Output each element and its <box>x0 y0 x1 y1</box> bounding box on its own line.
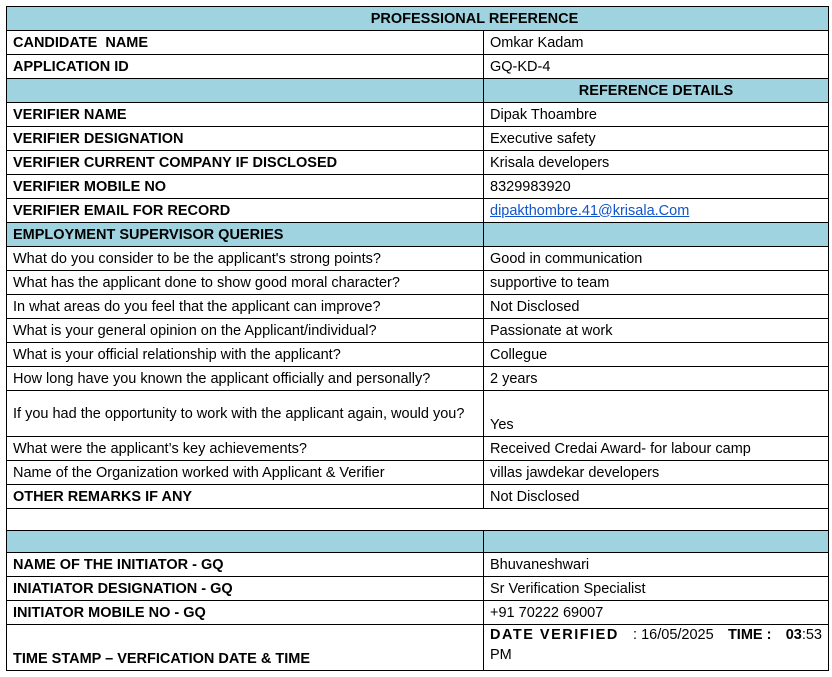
verifier-company-label: VERIFIER CURRENT COMPANY IF DISCLOSED <box>7 151 484 175</box>
query-answer: villas jawdekar developers <box>484 461 829 485</box>
query-answer: Collegue <box>484 343 829 367</box>
candidate-name-label: CANDIDATE NAME <box>7 31 484 55</box>
query-question: Name of the Organization worked with Applicant & Verifier <box>7 461 484 485</box>
initiator-designation-value: Sr Verification Specialist <box>484 577 829 601</box>
verifier-name-value: Dipak Thoambre <box>484 103 829 127</box>
initiator-designation-row <box>7 577 829 601</box>
query-row <box>7 247 829 271</box>
supervisor-queries-header: EMPLOYMENT SUPERVISOR QUERIES <box>7 223 484 247</box>
reference-details-header: REFERENCE DETAILS <box>484 79 829 103</box>
query-answer: supportive to team <box>484 271 829 295</box>
query-question: In what areas do you feel that the applicant can improve? <box>7 295 484 319</box>
query-answer: Yes <box>484 391 829 437</box>
timestamp-row <box>7 625 829 671</box>
supervisor-queries-header-row <box>7 223 829 247</box>
query-question: What is your general opinion on the Applicant/individual? <box>7 319 484 343</box>
candidate-name-row <box>7 31 829 55</box>
query-row <box>7 343 829 367</box>
initiator-name-label: NAME OF THE INITIATOR - GQ <box>7 553 484 577</box>
supervisor-header-blank <box>484 223 829 247</box>
verifier-mobile-value: 8329983920 <box>484 175 829 199</box>
query-row <box>7 319 829 343</box>
initiator-header-blank-right <box>484 531 829 553</box>
initiator-name-row <box>7 553 829 577</box>
verifier-email-label: VERIFIER EMAIL FOR RECORD <box>7 199 484 223</box>
query-answer: Good in communication <box>484 247 829 271</box>
query-row <box>7 391 829 437</box>
time-label: TIME : <box>727 627 772 643</box>
query-answer: 2 years <box>484 367 829 391</box>
time-minutes: :53 <box>801 627 822 643</box>
query-row <box>7 437 829 461</box>
remarks-label: OTHER REMARKS IF ANY <box>7 485 484 509</box>
query-question: If you had the opportunity to work with the applicant again, would you? <box>7 391 484 437</box>
application-id-label: APPLICATION ID <box>7 55 484 79</box>
page-title: PROFESSIONAL REFERENCE <box>7 7 829 31</box>
query-answer: Not Disclosed <box>484 295 829 319</box>
query-answer: Passionate at work <box>484 319 829 343</box>
verifier-name-label: VERIFIER NAME <box>7 103 484 127</box>
query-question: What is your official relationship with the applicant? <box>7 343 484 367</box>
verifier-email-link[interactable]: dipakthombre.41@krisala.Com <box>490 202 690 219</box>
time-suffix: PM <box>490 647 512 663</box>
spacer-row <box>7 509 829 531</box>
reference-header-blank <box>7 79 484 103</box>
query-row <box>7 271 829 295</box>
query-question: What do you consider to be the applicant's strong points? <box>7 247 484 271</box>
query-answer: Received Credai Award- for labour camp <box>484 437 829 461</box>
verifier-designation-value: Executive safety <box>484 127 829 151</box>
verifier-email-cell <box>484 199 829 223</box>
initiator-mobile-label: INITIATOR MOBILE NO - GQ <box>7 601 484 625</box>
date-verified-value: : 16/05/2025 <box>633 627 714 643</box>
query-question: What has the applicant done to show good moral character? <box>7 271 484 295</box>
application-id-row <box>7 55 829 79</box>
verifier-mobile-label: VERIFIER MOBILE NO <box>7 175 484 199</box>
timestamp-label: TIME STAMP – VERFICATION DATE & TIME <box>7 625 484 671</box>
verifier-designation-label: VERIFIER DESIGNATION <box>7 127 484 151</box>
time-hour: 03 <box>785 627 802 643</box>
verifier-company-value: Krisala developers <box>484 151 829 175</box>
initiator-name-value: Bhuvaneshwari <box>484 553 829 577</box>
verifier-company-row <box>7 151 829 175</box>
date-verified-label: DATE VERIFIED <box>490 627 619 643</box>
timestamp-value <box>484 625 829 671</box>
remarks-row <box>7 485 829 509</box>
initiator-mobile-value: +91 70222 69007 <box>484 601 829 625</box>
query-row <box>7 367 829 391</box>
verifier-email-row <box>7 199 829 223</box>
timestamp-line <box>490 625 822 645</box>
query-question: What were the applicant’s key achievements? <box>7 437 484 461</box>
verifier-designation-row <box>7 127 829 151</box>
query-row <box>7 461 829 485</box>
title-row <box>7 7 829 31</box>
remarks-value: Not Disclosed <box>484 485 829 509</box>
query-row <box>7 295 829 319</box>
verifier-mobile-row <box>7 175 829 199</box>
spacer-cell <box>7 509 829 531</box>
query-question: How long have you known the applicant officially and personally? <box>7 367 484 391</box>
verifier-name-row <box>7 103 829 127</box>
reference-table <box>6 6 829 671</box>
application-id-value: GQ-KD-4 <box>484 55 829 79</box>
reference-details-header-row <box>7 79 829 103</box>
initiator-header-row <box>7 531 829 553</box>
initiator-header-blank-left <box>7 531 484 553</box>
candidate-name-value: Omkar Kadam <box>484 31 829 55</box>
initiator-mobile-row <box>7 601 829 625</box>
initiator-designation-label: INIATIATOR DESIGNATION - GQ <box>7 577 484 601</box>
time-value <box>786 625 822 645</box>
